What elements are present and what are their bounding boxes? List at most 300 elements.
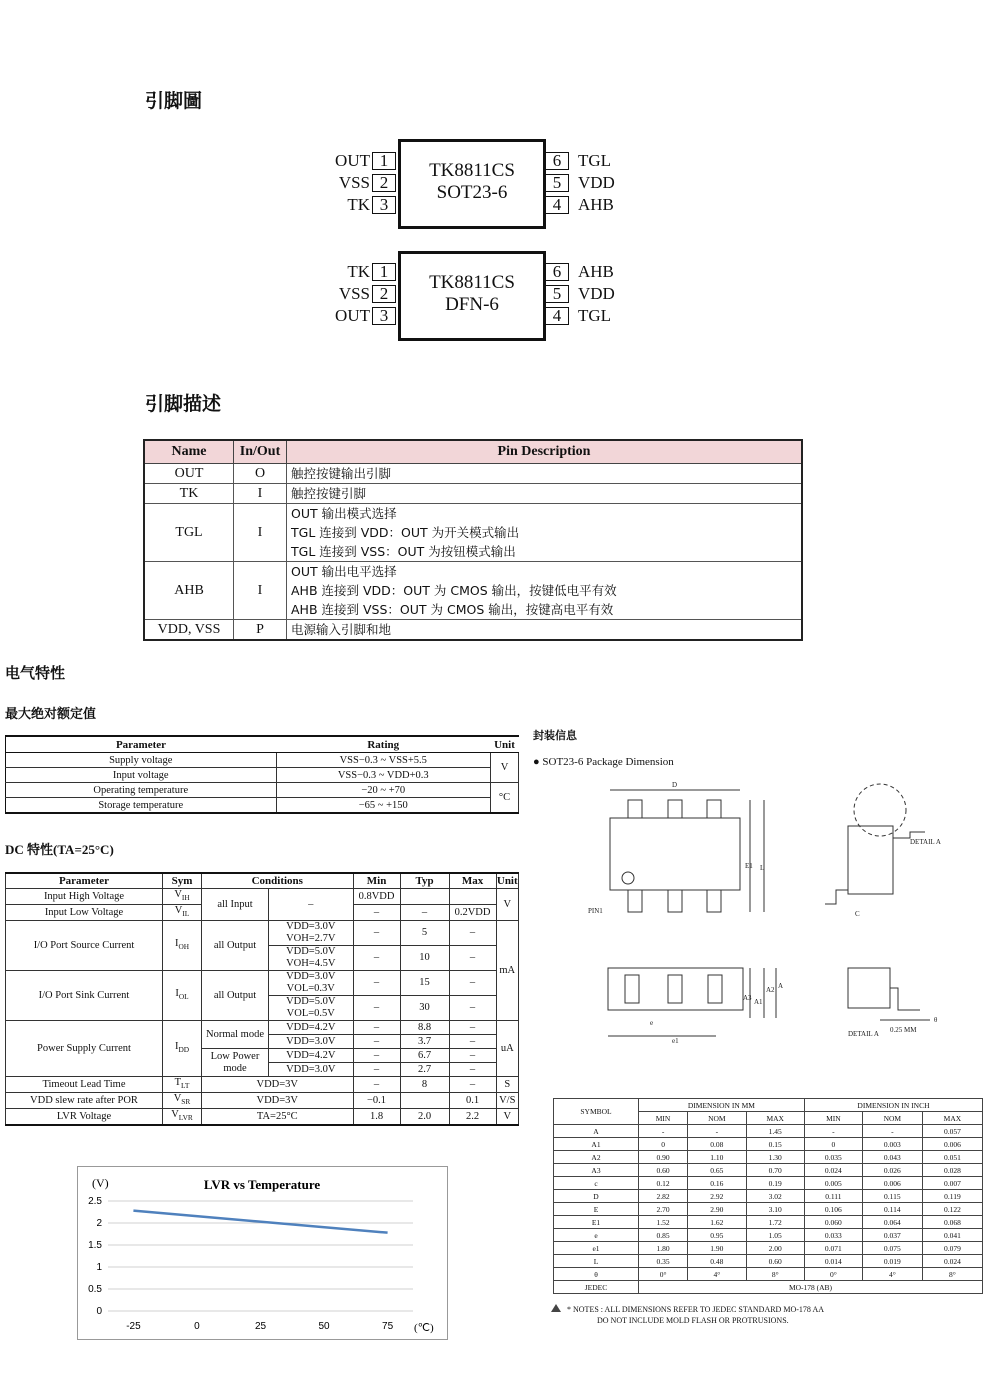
value-cell: 0.037 xyxy=(862,1229,922,1242)
value-cell: 0.075 xyxy=(862,1242,922,1255)
pin-name: AHB xyxy=(578,195,614,214)
col-header: Name xyxy=(144,440,234,464)
min-cell: 0.8VDD xyxy=(353,889,400,905)
symbol-cell: A1 xyxy=(554,1138,639,1151)
max-cell: – xyxy=(449,1035,496,1049)
col-header: Unit xyxy=(491,736,519,753)
desc-line: OUT 输出模式选择 xyxy=(291,506,397,521)
cond-cell xyxy=(269,971,354,996)
cond-cell: TA=25°C xyxy=(202,1109,354,1126)
series-line xyxy=(133,1211,387,1233)
pin-desc-cell: 电源输入引脚和地 xyxy=(287,620,803,641)
value-cell: 0.014 xyxy=(804,1255,862,1268)
value-cell: 0.028 xyxy=(922,1164,982,1177)
table-row xyxy=(554,1151,983,1164)
pin-number: 6 xyxy=(545,263,569,281)
param-cell: LVR Voltage xyxy=(6,1109,163,1126)
table-row xyxy=(144,620,802,641)
chip1-right-names xyxy=(578,150,615,216)
unit-cell: V xyxy=(496,889,518,921)
unit-cell: V xyxy=(491,753,519,783)
value-cell: 0.60 xyxy=(639,1164,688,1177)
table-row xyxy=(554,1138,983,1151)
value-cell: 0.70 xyxy=(746,1164,804,1177)
table-row xyxy=(554,1164,983,1177)
pin-name-cell: AHB xyxy=(144,562,234,620)
unit-cell: °C xyxy=(491,783,519,814)
pin-name: TGL xyxy=(578,306,612,325)
param-cell: Input High Voltage xyxy=(6,889,163,905)
value-cell: 0.057 xyxy=(922,1125,982,1138)
unit-cell: S xyxy=(496,1077,518,1093)
max-cell: – xyxy=(449,1021,496,1035)
symbol-cell: A3 xyxy=(554,1164,639,1177)
table-row xyxy=(6,921,519,946)
rating-cell: VSS−0.3 ~ VSS+5.5 xyxy=(276,753,491,768)
value-cell: 0.115 xyxy=(862,1190,922,1203)
value-cell: 3.10 xyxy=(746,1203,804,1216)
value-cell: 1.10 xyxy=(688,1151,746,1164)
value-cell: 4° xyxy=(688,1268,746,1281)
param-cell: Operating temperature xyxy=(6,783,277,798)
package-subtitle: ● SOT23-6 Package Dimension xyxy=(533,756,674,768)
value-cell: 2.92 xyxy=(688,1190,746,1203)
value-cell: 1.45 xyxy=(746,1125,804,1138)
dimension-rows xyxy=(554,1125,983,1281)
pin-name-cell: VDD, VSS xyxy=(144,620,234,641)
value-cell: 2.90 xyxy=(688,1203,746,1216)
table-row xyxy=(144,484,802,504)
note-line: DO NOT INCLUDE MOLD FLASH OR PROTRUSIONS. xyxy=(597,1316,789,1325)
y-tick-label: 1 xyxy=(96,1262,102,1273)
pin-name: VSS xyxy=(338,173,370,192)
min-cell: – xyxy=(353,946,400,971)
unit-cell: uA xyxy=(496,1021,518,1077)
param-cell: Input Low Voltage xyxy=(6,905,163,921)
value-cell: 0.003 xyxy=(862,1138,922,1151)
value-cell: 1.90 xyxy=(688,1242,746,1255)
typ-cell: 2.7 xyxy=(400,1063,449,1077)
col-header: Conditions xyxy=(202,873,354,889)
param-cell: I/O Port Source Current xyxy=(6,921,163,971)
col-header: Max xyxy=(449,873,496,889)
x-tick-label: 0 xyxy=(194,1321,200,1332)
desc-line: AHB 连接到 VSS：OUT 为 CMOS 输出，按键高电平有效 xyxy=(291,602,614,617)
chip-sot23 xyxy=(398,139,546,229)
pin-name: AHB xyxy=(578,262,614,281)
value-cell: 0.65 xyxy=(688,1164,746,1177)
table-row xyxy=(144,504,802,562)
table-row xyxy=(554,1203,983,1216)
table-row xyxy=(554,1177,983,1190)
table-row xyxy=(554,1216,983,1229)
sym-cell: $I_{OH}$ xyxy=(163,921,202,971)
package-title: 封装信息 xyxy=(533,729,577,742)
pin-name: OUT xyxy=(335,306,370,325)
table-row xyxy=(6,971,519,996)
value-cell: 2.70 xyxy=(639,1203,688,1216)
pin-name: TK xyxy=(347,195,370,214)
value-cell: 0.08 xyxy=(688,1138,746,1151)
pin-number: 4 xyxy=(545,196,569,214)
value-cell: 0 xyxy=(639,1138,688,1151)
jedec-label: JEDEC xyxy=(554,1281,639,1294)
value-cell: 1.72 xyxy=(746,1216,804,1229)
param-cell: I/O Port Sink Current xyxy=(6,971,163,1021)
cond-cell: VDD=3.0V xyxy=(269,1035,354,1049)
table-row xyxy=(554,1242,983,1255)
chip-package: SOT23-6 xyxy=(436,182,508,203)
value-cell: 0.026 xyxy=(862,1164,922,1177)
pin-name: VDD xyxy=(578,284,615,303)
min-cell: – xyxy=(353,905,400,921)
dc-title: DC 特性(TA=25°C) xyxy=(5,842,114,857)
typ-cell xyxy=(400,1093,449,1109)
pin-number: 6 xyxy=(545,152,569,170)
value-cell: 0.005 xyxy=(804,1177,862,1190)
dc-table xyxy=(5,872,519,1126)
typ-cell: – xyxy=(400,905,449,921)
value-cell: 4° xyxy=(862,1268,922,1281)
table-row xyxy=(6,1077,519,1093)
symbol-cell: E xyxy=(554,1203,639,1216)
cond-cell: VDD=4.2V xyxy=(269,1021,354,1035)
max-cell: – xyxy=(449,1063,496,1077)
value-cell: 0.114 xyxy=(862,1203,922,1216)
absmax-title: 最大绝对额定值 xyxy=(5,707,97,722)
table-row xyxy=(6,1093,519,1109)
dim-label: A2 xyxy=(766,986,775,994)
cond-cell: – xyxy=(269,889,354,921)
dim-label: e1 xyxy=(672,1037,679,1045)
electrical-title: 电气特性 xyxy=(5,664,66,682)
cond-cell xyxy=(269,921,354,946)
value-cell: 8° xyxy=(922,1268,982,1281)
value-cell: 1.62 xyxy=(688,1216,746,1229)
min-cell: – xyxy=(353,1035,400,1049)
param-cell: Power Supply Current xyxy=(6,1021,163,1077)
param-cell: Supply voltage xyxy=(6,753,277,768)
pinout-title: 引脚圖 xyxy=(145,90,203,112)
chip-package: DFN-6 xyxy=(445,294,499,315)
symbol-cell: A2 xyxy=(554,1151,639,1164)
pin-io-cell: I xyxy=(234,562,287,620)
param-cell: VDD slew rate after POR xyxy=(6,1093,163,1109)
col-header: MIN xyxy=(804,1112,862,1125)
table-row xyxy=(6,798,519,814)
value-cell: 0.12 xyxy=(639,1177,688,1190)
value-cell: 0 xyxy=(804,1138,862,1151)
cond-cell: VDD=4.2V xyxy=(269,1049,354,1063)
table-row xyxy=(554,1190,983,1203)
table-row xyxy=(554,1125,983,1138)
table-row xyxy=(6,1109,519,1126)
table-row xyxy=(554,1255,983,1268)
cond-cell: Low Power mode xyxy=(202,1049,269,1077)
value-cell: 0.106 xyxy=(804,1203,862,1216)
pin-name: OUT xyxy=(335,151,370,170)
chip2-right-names xyxy=(578,261,615,327)
note-line: * NOTES : ALL DIMENSIONS REFER TO JEDEC STANDARD MO-178 AA xyxy=(567,1305,825,1314)
value-cell: 1.80 xyxy=(639,1242,688,1255)
value-cell: - xyxy=(688,1125,746,1138)
typ-cell xyxy=(400,889,449,905)
value-cell: 0.95 xyxy=(688,1229,746,1242)
col-header: NOM xyxy=(688,1112,746,1125)
pin-number: 4 xyxy=(545,307,569,325)
min-cell: – xyxy=(353,1021,400,1035)
cond-cell: all Output xyxy=(202,971,269,1021)
pin-desc-cell xyxy=(287,562,803,620)
value-cell: 0.19 xyxy=(746,1177,804,1190)
max-cell: 2.2 xyxy=(449,1109,496,1126)
value-cell: 0.024 xyxy=(922,1255,982,1268)
value-cell: 0° xyxy=(639,1268,688,1281)
col-header: DIMENSION IN INCH xyxy=(804,1099,982,1112)
dim-label: A3 xyxy=(743,994,752,1002)
value-cell: 2.00 xyxy=(746,1242,804,1255)
x-tick-label: -25 xyxy=(126,1321,141,1332)
cond-line: VOH=4.5V xyxy=(286,958,336,970)
unit-cell: V/S xyxy=(496,1093,518,1109)
pin-io-cell: I xyxy=(234,504,287,562)
pin-number: 3 xyxy=(372,307,396,325)
dim-label: A1 xyxy=(754,998,763,1006)
col-header: Sym xyxy=(163,873,202,889)
typ-cell: 8.8 xyxy=(400,1021,449,1035)
dim-label: PIN1 xyxy=(588,907,603,915)
value-cell: 0.85 xyxy=(639,1229,688,1242)
y-tick-label: 1.5 xyxy=(88,1240,102,1251)
param-cell: Input voltage xyxy=(6,768,277,783)
value-cell: 0.033 xyxy=(804,1229,862,1242)
max-cell: – xyxy=(449,921,496,946)
jedec-value: MO-178 (AB) xyxy=(639,1281,983,1294)
package-drawing xyxy=(580,778,960,1053)
y-ticks xyxy=(88,1196,102,1317)
pin-io-cell: O xyxy=(234,464,287,484)
value-cell: 0.035 xyxy=(804,1151,862,1164)
value-cell: 0.068 xyxy=(922,1216,982,1229)
col-header: Pin Description xyxy=(287,440,803,464)
cond-cell: VDD=3.0V xyxy=(269,1063,354,1077)
chart-grid xyxy=(108,1201,413,1311)
dim-label: θ xyxy=(934,1016,938,1024)
value-cell: 0.051 xyxy=(922,1151,982,1164)
value-cell: - xyxy=(862,1125,922,1138)
chip-part: TK8811CS xyxy=(429,160,515,181)
min-cell: −0.1 xyxy=(353,1093,400,1109)
sym-cell: $V_{IL}$ xyxy=(163,905,202,921)
value-cell: 0.024 xyxy=(804,1164,862,1177)
value-cell: 0.48 xyxy=(688,1255,746,1268)
chip1-left-nums xyxy=(372,150,396,218)
pin-io-cell: I xyxy=(234,484,287,504)
value-cell: 0.15 xyxy=(746,1138,804,1151)
unit-cell: mA xyxy=(496,921,518,1021)
cond-line: VDD=3.0V xyxy=(286,971,336,983)
value-cell: 0.079 xyxy=(922,1242,982,1255)
pin-number: 5 xyxy=(545,174,569,192)
chip2-left-names xyxy=(320,261,370,327)
dim-label: D xyxy=(672,781,678,789)
symbol-cell: e1 xyxy=(554,1242,639,1255)
absmax-table xyxy=(5,735,519,814)
chip2-right-nums xyxy=(545,261,569,329)
value-cell: 8° xyxy=(746,1268,804,1281)
sym-cell: $T_{LT}$ xyxy=(163,1077,202,1093)
min-cell: – xyxy=(353,971,400,996)
value-cell: 0.111 xyxy=(804,1190,862,1203)
dim-label: E1 xyxy=(745,862,753,870)
table-row xyxy=(6,753,519,768)
cond-cell xyxy=(269,946,354,971)
rating-cell: −20 ~ +70 xyxy=(276,783,491,798)
value-cell: 2.82 xyxy=(639,1190,688,1203)
symbol-cell: D xyxy=(554,1190,639,1203)
value-cell: 0.90 xyxy=(639,1151,688,1164)
value-cell: 0.122 xyxy=(922,1203,982,1216)
dim-label: C xyxy=(855,910,860,918)
min-cell: – xyxy=(353,1049,400,1063)
value-cell: 0.060 xyxy=(804,1216,862,1229)
min-cell: 1.8 xyxy=(353,1109,400,1126)
pin-number: 1 xyxy=(372,263,396,281)
value-cell: 3.02 xyxy=(746,1190,804,1203)
symbol-cell: E1 xyxy=(554,1216,639,1229)
value-cell: 0.064 xyxy=(862,1216,922,1229)
chip-part: TK8811CS xyxy=(429,272,515,293)
symbol-cell: e xyxy=(554,1229,639,1242)
typ-cell: 10 xyxy=(400,946,449,971)
col-header: DIMENSION IN MM xyxy=(639,1099,805,1112)
dim-label: A xyxy=(778,982,784,990)
cond-line: VDD=5.0V xyxy=(286,946,336,958)
sym-cell: $V_{LVR}$ xyxy=(163,1109,202,1126)
typ-cell: 30 xyxy=(400,996,449,1021)
chip1-right-nums xyxy=(545,150,569,218)
value-cell: - xyxy=(639,1125,688,1138)
cond-cell: all Input xyxy=(202,889,269,921)
y-axis-label: (V) xyxy=(92,1176,109,1190)
table-row xyxy=(6,768,519,783)
max-cell xyxy=(449,889,496,905)
symbol-cell: L xyxy=(554,1255,639,1268)
dim-label: L xyxy=(760,864,765,872)
table-row xyxy=(6,1021,519,1035)
col-header: Parameter xyxy=(6,873,163,889)
pin-number: 2 xyxy=(372,174,396,192)
min-cell: – xyxy=(353,996,400,1021)
warning-icon xyxy=(551,1304,561,1312)
rating-cell: −65 ~ +150 xyxy=(276,798,491,814)
dimension-table xyxy=(553,1098,983,1294)
pin-io-cell: P xyxy=(234,620,287,641)
table-row xyxy=(6,783,519,798)
pin-name-cell: OUT xyxy=(144,464,234,484)
min-cell: – xyxy=(353,1077,400,1093)
sym-cell: $I_{OL}$ xyxy=(163,971,202,1021)
typ-cell: 5 xyxy=(400,921,449,946)
typ-cell: 3.7 xyxy=(400,1035,449,1049)
typ-cell: 2.0 xyxy=(400,1109,449,1126)
max-cell: 0.2VDD xyxy=(449,905,496,921)
y-tick-label: 0.5 xyxy=(88,1284,102,1295)
desc-line: AHB 连接到 VDD：OUT 为 CMOS 输出，按键低电平有效 xyxy=(291,583,617,598)
col-header: Parameter xyxy=(6,736,277,753)
chip2-left-nums xyxy=(372,261,396,329)
pin-name: VSS xyxy=(338,284,370,303)
pin-name-cell: TK xyxy=(144,484,234,504)
pin-desc-cell xyxy=(287,504,803,562)
cond-line: VDD=3.0V xyxy=(286,921,336,933)
min-cell: – xyxy=(353,1063,400,1077)
max-cell: – xyxy=(449,1077,496,1093)
lvr-chart xyxy=(78,1167,447,1339)
y-tick-label: 2.5 xyxy=(88,1196,102,1207)
x-ticks xyxy=(126,1321,393,1332)
x-tick-label: 50 xyxy=(318,1321,330,1332)
value-cell: - xyxy=(804,1125,862,1138)
cond-cell: VDD=3V xyxy=(202,1077,354,1093)
table-row xyxy=(144,464,802,484)
pin-description-table xyxy=(143,439,803,641)
cond-cell: all Output xyxy=(202,921,269,971)
value-cell: 0.007 xyxy=(922,1177,982,1190)
cond-cell: Normal mode xyxy=(202,1021,269,1049)
desc-line: TGL 连接到 VSS：OUT 为按钮模式输出 xyxy=(291,544,516,559)
value-cell: 0.35 xyxy=(639,1255,688,1268)
param-cell: Storage temperature xyxy=(6,798,277,814)
cond-line: VOH=2.7V xyxy=(286,933,336,945)
pin-desc-cell: 触控按键输出引脚 xyxy=(287,464,803,484)
cond-line: VOL=0.3V xyxy=(286,983,335,995)
col-header: Rating xyxy=(276,736,491,753)
pin-name-cell: TGL xyxy=(144,504,234,562)
table-row xyxy=(144,562,802,620)
pindesc-title: 引脚描述 xyxy=(145,393,222,415)
top-view-body xyxy=(610,818,740,890)
value-cell: 0.019 xyxy=(862,1255,922,1268)
col-header: MIN xyxy=(639,1112,688,1125)
value-cell: 0.041 xyxy=(922,1229,982,1242)
table-row xyxy=(6,889,519,905)
pin-number: 3 xyxy=(372,196,396,214)
symbol-cell: θ xyxy=(554,1268,639,1281)
symbol-cell: A xyxy=(554,1125,639,1138)
value-cell: 0.006 xyxy=(922,1138,982,1151)
max-cell: – xyxy=(449,1049,496,1063)
symbol-cell: c xyxy=(554,1177,639,1190)
max-cell: – xyxy=(449,946,496,971)
x-tick-label: 25 xyxy=(254,1321,267,1332)
rating-cell: VSS−0.3 ~ VDD+0.3 xyxy=(276,768,491,783)
sym-cell: $V_{SR}$ xyxy=(163,1093,202,1109)
dim-label: DETAIL A xyxy=(910,838,941,846)
col-header: Min xyxy=(353,873,400,889)
value-cell: 0.119 xyxy=(922,1190,982,1203)
value-cell: 1.05 xyxy=(746,1229,804,1242)
chart-title: LVR vs Temperature xyxy=(203,1177,321,1192)
pin-number: 2 xyxy=(372,285,396,303)
value-cell: 0° xyxy=(804,1268,862,1281)
x-axis-label: (℃) xyxy=(414,1322,434,1334)
x-tick-label: 75 xyxy=(382,1321,394,1332)
max-cell: – xyxy=(449,996,496,1021)
typ-cell: 6.7 xyxy=(400,1049,449,1063)
y-tick-label: 2 xyxy=(96,1218,102,1229)
typ-cell: 8 xyxy=(400,1077,449,1093)
